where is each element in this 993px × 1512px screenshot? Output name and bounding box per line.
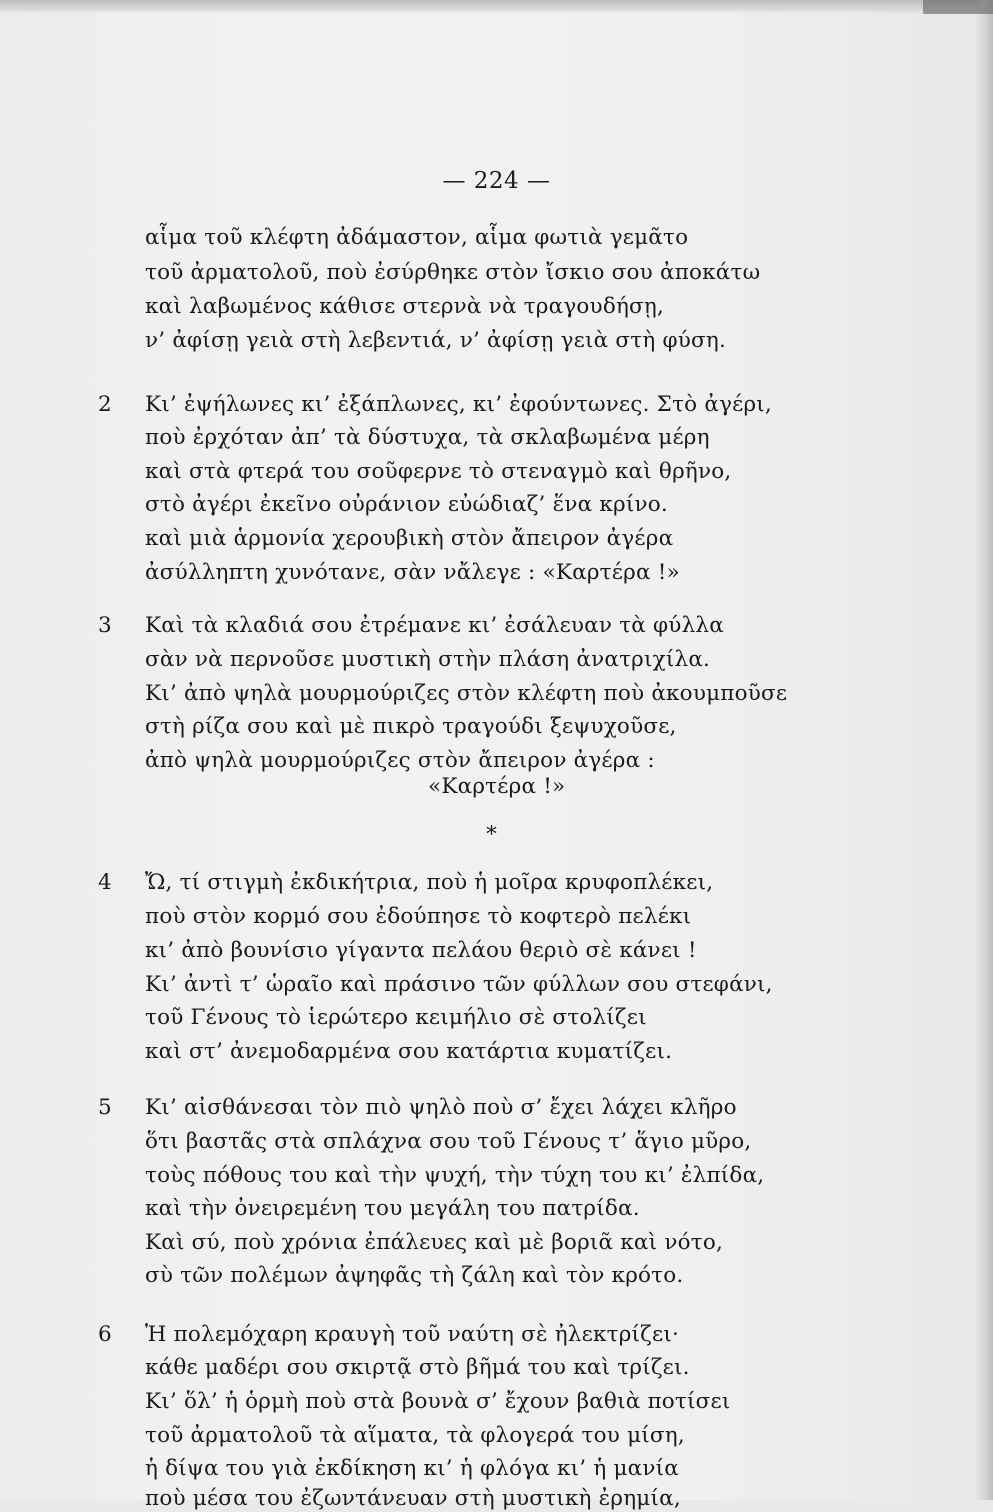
verse-line: τοὺς πόθους του καὶ τὴν ψυχή, τὴν τύχη του κι’ ἐλπίδα,: [145, 1163, 765, 1188]
page-top-edge: [0, 0, 993, 14]
stanza-number: 5: [98, 1095, 112, 1120]
verse-line: καὶ λαβωμένος κάθισε στερνὰ νὰ τραγουδήσῃ,: [145, 294, 665, 319]
verse-line: αἷμα τοῦ κλέφτη ἀδάμαστον, αἷμα φωτιὰ γεμᾶτο: [145, 225, 689, 250]
verse-line: Κι’ ὅλ’ ἡ ὁρμὴ ποὺ στὰ βουνὰ σ’ ἔχουν βαθιὰ ποτίσει: [145, 1389, 731, 1414]
verse-line: Κι’ ἀπὸ ψηλὰ μουρμούριζες στὸν κλέφτη ποὺ ἀκουμποῦσε: [145, 681, 788, 706]
verse-line: καὶ στ’ ἀνεμοδαρμένα σου κατάρτια κυματίζει.: [145, 1039, 673, 1064]
verse-line: Ἡ πολεμόχαρη κραυγὴ τοῦ ναύτη σὲ ἠλεκτρίζει·: [145, 1322, 680, 1347]
verse-line: ποὺ μέσα του ἐζωντάνευαν στὴ μυστικὴ ἐρημία,: [145, 1486, 681, 1511]
verse-line: τοῦ ἀρματολοῦ τὰ αἵματα, τὰ φλογερά του μίση,: [145, 1423, 685, 1448]
verse-line: τοῦ ἀρματολοῦ, ποὺ ἐσύρθηκε στὸν ἴσκιο σου ἀποκάτω: [145, 260, 761, 285]
verse-line: στὴ ρίζα σου καὶ μὲ πικρὸ τραγούδι ξεψυχοῦσε,: [145, 714, 677, 739]
verse-line: Κι’ ἐψήλωνες κι’ ἐξάπλωνες, κι’ ἐφούντωνες. Στὸ ἀγέρι,: [145, 392, 772, 417]
verse-line: καὶ τὴν ὀνειρεμένη του μεγάλη του πατρίδα.: [145, 1196, 640, 1221]
verse-line: σὰν νὰ περνοῦσε μυστικὴ στὴν πλάση ἀνατριχίλα.: [145, 647, 711, 672]
verse-line: ν’ ἀφίσῃ γειὰ στὴ λεβεντιά, ν’ ἀφίσῃ γειὰ στὴ φύση.: [145, 328, 727, 353]
stanza-number: 4: [98, 870, 112, 895]
verse-line: ποὺ ἐρχόταν ἀπ’ τὰ δύστυχα, τὰ σκλαβωμένα μέρη: [145, 425, 710, 450]
verse-refrain: «Καρτέρα !»: [428, 774, 566, 799]
section-separator: *: [486, 822, 497, 847]
verse-line: καὶ μιὰ ἁρμονία χερουβικὴ στὸν ἄπειρον ἀγέρα: [145, 526, 674, 551]
verse-line: Κι’ ἀντὶ τ’ ὡραῖο καὶ πράσινο τῶν φύλλων σου στεφάνι,: [145, 972, 773, 997]
verse-line: ἡ δίψα του γιὰ ἐκδίκηση κι’ ἡ φλόγα κι’ ἡ μανία: [145, 1456, 679, 1481]
verse-line: ἀπὸ ψηλὰ μουρμούριζες στὸν ἄπειρον ἀγέρα :: [145, 748, 655, 773]
page-number: — 224 —: [442, 168, 551, 194]
page-corner-shadow: [923, 0, 993, 14]
verse-line: ποὺ στὸν κορμό σου ἐδούπησε τὸ κοφτερὸ πελέκι: [145, 904, 692, 929]
verse-line: σὺ τῶν πολέμων ἀψηφᾶς τὴ ζάλη καὶ τὸν κρότο.: [145, 1263, 684, 1288]
stanza-number: 6: [98, 1322, 112, 1347]
verse-line: κάθε μαδέρι σου σκιρτᾷ στὸ βῆμά του καὶ τρίζει.: [145, 1355, 690, 1380]
page-right-edge: [975, 0, 993, 1500]
verse-line: Καὶ τὰ κλαδιά σου ἐτρέμανε κι’ ἐσάλευαν τὰ φύλλα: [145, 613, 724, 638]
verse-line: κι’ ἀπὸ βουνίσιο γίγαντα πελάου θεριὸ σὲ κάνει !: [145, 938, 697, 963]
verse-line: ὅτι βαστᾶς στὰ σπλάχνα σου τοῦ Γένους τ’ ἅγιο μῦρο,: [145, 1129, 752, 1154]
verse-line: τοῦ Γένους τὸ ἱερώτερο κειμήλιο σὲ στολίζει: [145, 1005, 647, 1030]
verse-line: Κι’ αἰσθάνεσαι τὸν πιὸ ψηλὸ ποὺ σ’ ἔχει λάχει κλῆρο: [145, 1095, 737, 1120]
verse-line: καὶ στὰ φτερά του σοῦφερνε τὸ στεναγμὸ καὶ θρῆνο,: [145, 459, 732, 484]
verse-line: ἀσύλληπτη χυνότανε, σὰν νἄλεγε : «Καρτέρα !»: [145, 560, 680, 585]
stanza-number: 3: [98, 613, 112, 638]
verse-line: Ὤ, τί στιγμὴ ἐκδικήτρια, ποὺ ἡ μοῖρα κρυφοπλέκει,: [145, 870, 714, 895]
stanza-number: 2: [98, 392, 112, 417]
verse-line: στὸ ἀγέρι ἐκεῖνο οὐράνιον εὐώδιαζ’ ἕνα κρίνο.: [145, 492, 668, 517]
verse-line: Καὶ σύ, ποὺ χρόνια ἐπάλευες καὶ μὲ βοριᾶ καὶ νότο,: [145, 1230, 724, 1255]
